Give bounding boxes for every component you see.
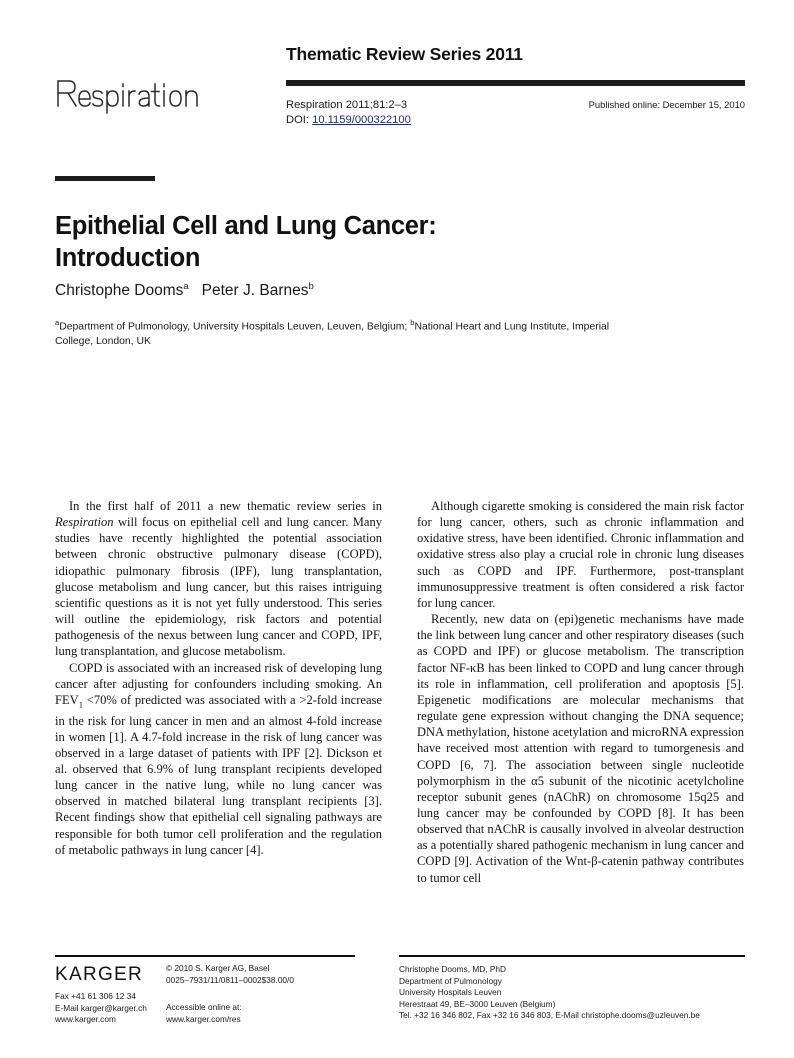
copyright-block (166, 963, 294, 986)
publisher-fax: Fax +41 61 306 12 34 (55, 991, 136, 1001)
paragraph (55, 660, 382, 858)
corr-author-address: Herestraat 49, BE–3000 Leuven (Belgium) (399, 998, 556, 1009)
para-text: <70% of predicted was associated with a >2-fold increase in the risk for lung cancer in men and an almost 4-fold increase in women [1]. A 4.7-fold increase in the risk of lung cancer was observed in a large dataset of patients with IPF [2]. Dickson et al. observed that 6.9% of lung transplant recipients developed lung cancer in the native lung, while no lung cancer was observed in matched bilateral lung transplant recipients [3]. Recent findings show that epithelial cell signaling pathways are responsible for both tumor cell proliferation and the regulation of metabolic pathways in lung cancer [4]. (55, 692, 382, 857)
para-text: In the first half of 2011 a new thematic review series in (69, 499, 382, 513)
article-title-line-1: Epithelial Cell and Lung Cancer: (55, 212, 437, 241)
article-title (55, 210, 695, 274)
author-marker-1: a (183, 281, 189, 292)
online-access-block (166, 1002, 242, 1025)
body-column-left (55, 498, 382, 928)
accessible-online-url[interactable]: www.karger.com/res (166, 1013, 241, 1024)
affiliation-block (55, 315, 635, 349)
fev-subscript: 1 (78, 699, 83, 710)
para-text: will focus on epithelial cell and lung cancer. Many studies have recently highlighted the potential association between chronic obstructive pulmonary disease (COPD), idiopathic pulmonary fibrosis (IPF), lung transplantation, glucose metabolism and lung cancer, but this raises intriguing scientific questions as it is not yet fully understood. This series will outline the epidemiology, risk factors and potential pathogenesis of the nexus between lung cancer and COPD, IPF, lung transplantation, and glucose metabolism. (55, 515, 382, 659)
karger-logo: KARGER (55, 964, 144, 985)
corr-author-organization: University Hospitals Leuven (399, 987, 502, 998)
published-online-date: Published online: December 15, 2010 (588, 99, 745, 110)
citation-line: Respiration 2011;81:2–3 (286, 99, 408, 111)
journal-name-italic: Respiration (55, 515, 114, 530)
corr-author-name: Christophe Dooms, MD, PhD (399, 964, 506, 974)
corr-author-department: Department of Pulmonology (399, 975, 502, 986)
author-name-2: Peter J. Barnes (201, 282, 309, 300)
publisher-contact-block (55, 991, 147, 1026)
affiliation-marker-a: a (55, 318, 60, 327)
footer-divider-right (399, 955, 745, 957)
corr-author-contact[interactable]: Tel. +32 16 346 802, Fax +32 16 346 803, E-Mail christophe.dooms@uzleuven.be (399, 1010, 700, 1021)
body-column-right (417, 498, 744, 928)
affiliation-text-a: Department of Pulmonology, University Hospitals Leuven, Leuven, Belgium; (59, 321, 411, 333)
para-text: COPD is associated with an increased risk of developing lung cancer after adjusting for confounders including smoking. An FEV (55, 660, 382, 707)
issn-pricing-line: 0025–7931/11/0811–0002$38.00/0 (166, 974, 294, 985)
doi-line (286, 113, 411, 128)
footer-divider-left (55, 955, 355, 957)
page-header (0, 0, 794, 160)
doi-label: DOI: (286, 114, 313, 126)
corresponding-author-block (399, 964, 700, 1022)
paragraph: Recently, new data on (epi)genetic mechanisms have made the link between lung cancer and other respiratory diseases (such as COPD and IPF) or glucose metabolism. The transcription factor NF-κB has been linked to COPD and lung cancer through its role in inflammation, cell proliferation and apoptosis [5]. Epigenetic modifications are molecular mechanisms that regulate gene expression without changing the DNA sequence; DNA methylation, histone acetylation and microRNA expression have received most attention with regard to tumorgenesis and COPD [6, 7]. The association between single nucleotide polymorphism in the α5 subunit of the nicotinic acetylcholine receptor subunit genes (nAChR) on chromosome 15q25 and lung cancer may be confounded by COPD [8]. It has been observed that nAChR is causally involved in alveolar destruction as a potentially shared pathogenic mechanism in lung cancer and COPD [9]. Activation of the Wnt-β-catenin pathway contributes to tumor cell (417, 612, 744, 885)
doi-link[interactable]: 10.1159/000322100 (312, 114, 411, 126)
author-list (55, 281, 314, 300)
title-accent-rule (55, 176, 155, 181)
author-name-1: Christophe Dooms (55, 282, 184, 300)
header-divider-rule (286, 80, 745, 86)
paragraph: Although cigarette smoking is considered the main risk factor for lung cancer, others, such as chronic inflammation and oxidative stress, have been identified. Chronic inflammation and oxidative stress also play a crucial role in chronic lung diseases such as COPD and IPF. Furthermore, post-transplant immunosuppressive treatment is often considered a risk factor for lung cancer. (417, 499, 744, 610)
affiliation-marker-b: b (410, 318, 415, 327)
thematic-series-title: Thematic Review Series 2011 (286, 44, 523, 64)
affiliation-text-b: National Heart and Lung Institute, Imperial College, London, UK (55, 321, 610, 348)
publisher-website[interactable]: www.karger.com (55, 1014, 116, 1025)
author-marker-2: b (308, 281, 314, 292)
publisher-email[interactable]: E-Mail karger@karger.ch (55, 1002, 147, 1013)
journal-logo (55, 74, 205, 114)
article-title-line-2: Introduction (55, 244, 201, 273)
paragraph (55, 498, 382, 660)
article-body (55, 498, 745, 928)
page-footer (0, 950, 794, 1058)
accessible-online-label: Accessible online at: (166, 1002, 242, 1012)
copyright-line: © 2010 S. Karger AG, Basel (166, 963, 270, 973)
